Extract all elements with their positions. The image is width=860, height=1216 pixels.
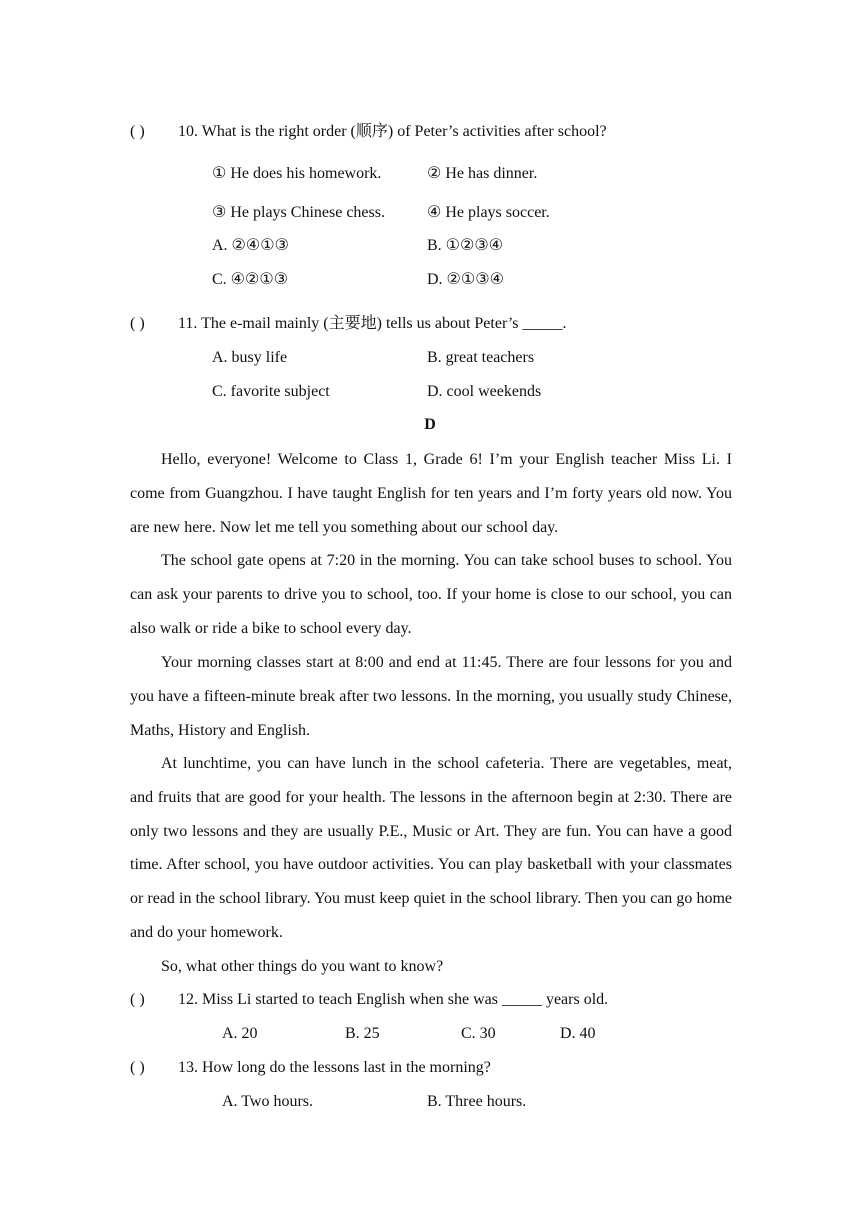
answer-blank[interactable]: ( ) <box>130 123 145 140</box>
question-text: 10. What is the right order (顺序) of Peter’s activities after school? <box>178 123 607 140</box>
question-text: 13. How long do the lessons last in the morning? <box>178 1059 491 1076</box>
passage-paragraph-3: Your morning classes start at 8:00 and end at 11:45. There are four lessons for you and you have a fifteen-minute break after two lessons. In the morning, you usually study Chinese, Maths, History and English. <box>130 654 732 739</box>
question-13 <box>130 1059 491 1077</box>
option-a[interactable]: A. ②④①③ <box>212 237 289 254</box>
question-10 <box>130 118 607 141</box>
activity-item-3: ③ He plays Chinese chess. <box>212 204 385 221</box>
option-b[interactable]: B. ①②③④ <box>427 237 504 254</box>
passage-paragraph-5: So, what other things do you want to know? <box>161 958 444 975</box>
option-d[interactable]: D. cool weekends <box>427 383 542 400</box>
section-title: D <box>424 416 436 433</box>
activity-item-2: ② He has dinner. <box>427 165 538 182</box>
option-c[interactable]: C. ④②①③ <box>212 271 289 288</box>
question-text: 12. Miss Li started to teach English when she was _____ years old. <box>178 991 609 1008</box>
activity-item-4: ④ He plays soccer. <box>427 204 550 221</box>
question-12 <box>130 991 608 1009</box>
option-c[interactable]: C. favorite subject <box>212 383 330 400</box>
option-d[interactable]: D. ②①③④ <box>427 271 504 288</box>
passage-paragraph-2: The school gate opens at 7:20 in the morning. You can take school buses to school. You can ask your parents to drive you to school, too. If your home is close to our school, you can also walk or ride a bike to school every day. <box>130 552 732 637</box>
passage-paragraph-4: At lunchtime, you can have lunch in the school cafeteria. There are vegetables, meat, and fruits that are good for your health. The lessons in the afternoon begin at 2:30. There are only two lessons and they are usually P.E., Music or Art. They are fun. You can have a good time. After school, you have outdoor activities. You can play basketball with your classmates or read in the school library. You must keep quiet in the school library. Then you can go home and do your homework. <box>130 755 732 941</box>
option-a[interactable]: A. busy life <box>212 349 288 366</box>
option-a[interactable]: A. 20 <box>222 1025 258 1042</box>
answer-blank[interactable]: ( ) <box>130 991 145 1008</box>
answer-blank[interactable]: ( ) <box>130 1059 145 1076</box>
option-b[interactable]: B. great teachers <box>427 349 535 366</box>
activity-item-1: ① He does his homework. <box>212 165 382 182</box>
option-c[interactable]: C. 30 <box>461 1025 496 1042</box>
option-d[interactable]: D. 40 <box>560 1025 596 1042</box>
passage-paragraph-1: Hello, everyone! Welcome to Class 1, Grade 6! I’m your English teacher Miss Li. I come from Guangzhou. I have taught English for ten years and I’m forty years old now. You are new here. Now let me tell you something about our school day. <box>130 451 732 536</box>
question-11 <box>130 310 567 333</box>
option-a[interactable]: A. Two hours. <box>222 1093 314 1110</box>
answer-blank[interactable]: ( ) <box>130 315 145 332</box>
option-b[interactable]: B. Three hours. <box>427 1093 527 1110</box>
question-text: 11. The e-mail mainly (主要地) tells us about Peter’s _____. <box>178 315 567 332</box>
option-b[interactable]: B. 25 <box>345 1025 380 1042</box>
